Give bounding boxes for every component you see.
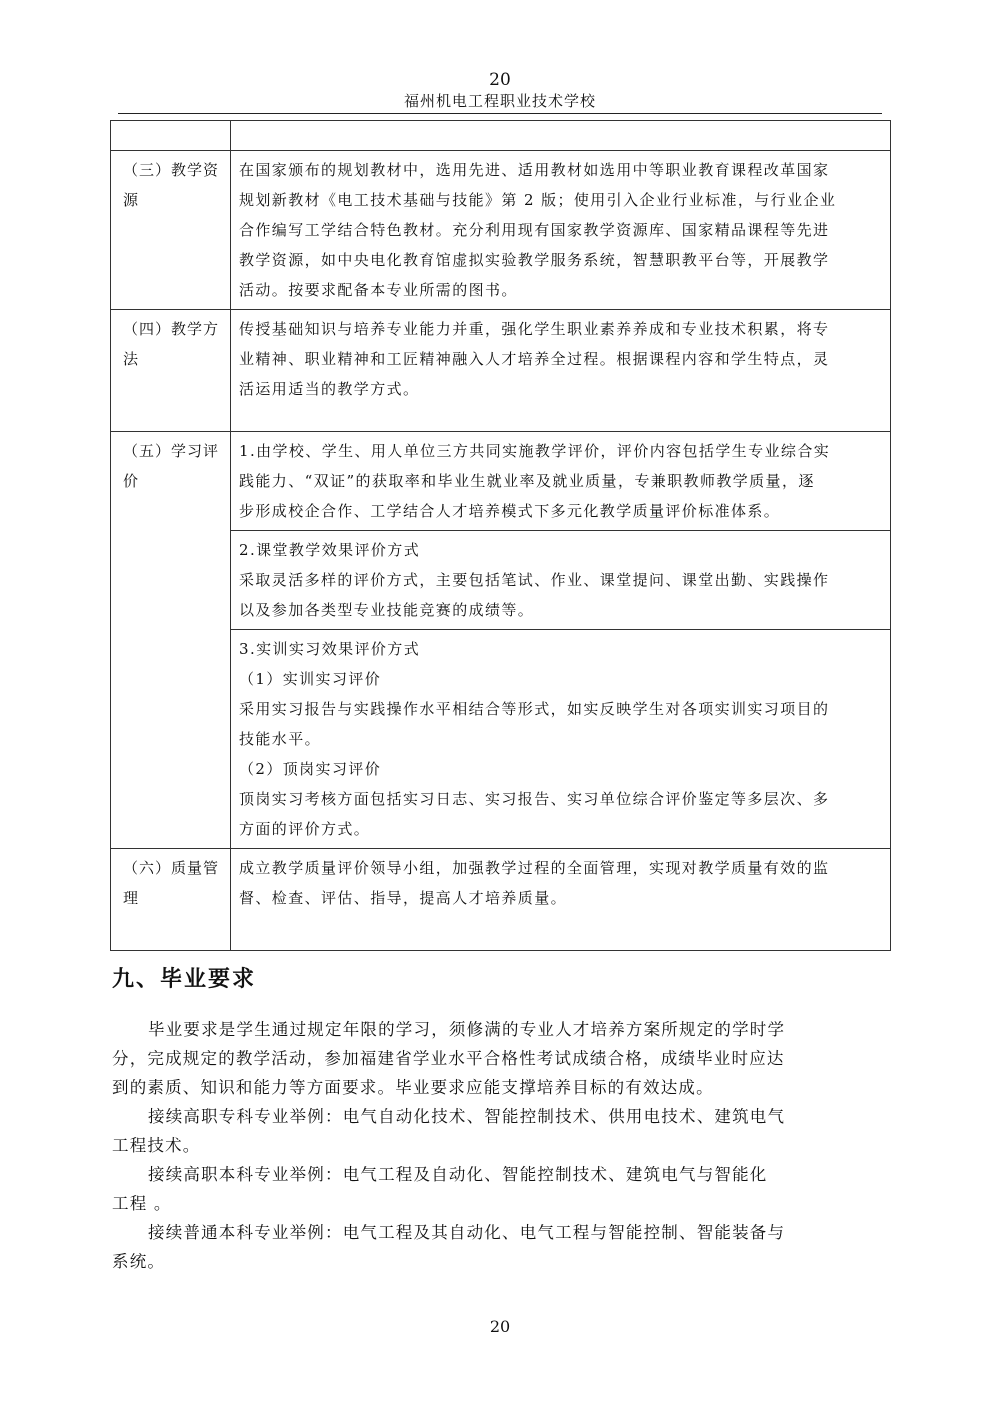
paragraph-general-bachelor: 接续普通本科专业举例：电气工程及其自动化、电气工程与智能控制、智能装备与 系统。 (112, 1223, 786, 1271)
table-row-methods (111, 310, 891, 432)
paragraph-higher-vocational-bachelor: 接续高职本科专业举例：电气工程及自动化、智能控制技术、建筑电气与智能化 工程 。 (112, 1165, 768, 1213)
paragraph-graduation-requirements: 毕业要求是学生通过规定年限的学习，须修满的专业人才培养方案所规定的学时学 分，完成规定的教学活动，参加福建省学业水平合格性考试成绩合格，成绩毕业时应达 到的素质、知识和能力等方面要求。毕业要求应能支撑培养目标的有效达成。 (112, 1020, 786, 1097)
section-body (112, 1015, 887, 1276)
table-row-resources (111, 151, 891, 310)
empty-content-cell (231, 121, 891, 151)
empty-label-cell (111, 121, 231, 151)
methods-content: 传授基础知识与培养专业能力并重，强化学生职业素养养成和专业技术积累，将专 业精神、职业精神和工匠精神融入人才培养全过程。根据课程内容和学生特点，灵 活运用适当的教学方式。 (231, 310, 891, 432)
table-row-evaluation-1 (111, 432, 891, 531)
resources-content: 在国家颁布的规划教材中，选用先进、适用教材如选用中等职业教育课程改革国家 规划新教材《电工技术基础与技能》第 2 版；使用引入企业行业标准，与行业企业 合作编写工学结合特色教材。充分利用现有国家教学资源库、国家精品课程等先进 教学资源，如中央电化教育馆虚拟实验教学服务系统，智慧职教平台等，开展教学 活动。按要求配备本专业所需的图书。 (231, 151, 891, 310)
header-rule (118, 113, 882, 114)
quality-label: （六）质量管 理 (111, 849, 231, 951)
footer-page-number: 20 (489, 1317, 511, 1336)
evaluation-part1: 1.由学校、学生、用人单位三方共同实施教学评价，评价内容包括学生专业综合实 践能力、“双证”的获取率和毕业生就业率及就业质量，专兼职教师教学质量，逐 步形成校企合作、工学结合人才培养模式下多元化教学质量评价标准体系。 (231, 432, 891, 531)
paragraph-higher-vocational-specialty: 接续高职专科专业举例：电气自动化技术、智能控制技术、供用电技术、建筑电气 工程技术。 (112, 1107, 786, 1155)
table-row-continued (111, 121, 891, 151)
header-school-name: 福州机电工程职业技术学校 (403, 92, 596, 110)
section-heading: 九、毕业要求 (112, 967, 257, 992)
methods-label: （四）教学方 法 (111, 310, 231, 432)
teaching-implementation-table (110, 120, 891, 951)
evaluation-part2: 2.课堂教学效果评价方式 采取灵活多样的评价方式，主要包括笔试、作业、课堂提问、课堂出勤、实践操作 以及参加各类型专业技能竞赛的成绩等。 (231, 531, 891, 630)
resources-label: （三）教学资 源 (111, 151, 231, 310)
table-row-quality (111, 849, 891, 951)
evaluation-label: （五）学习评 价 (111, 432, 231, 849)
evaluation-part3: 3.实训实习效果评价方式 （1）实训实习评价 采用实习报告与实践操作水平相结合等形式，如实反映学生对各项实训实习项目的 技能水平。 （2）顶岗实习评价 顶岗实习考核方面包括实习日志、实习报告、实习单位综合评价鉴定等多层次、多 方面的评价方式。 (231, 630, 891, 849)
header-page-number: 20 (489, 70, 511, 90)
quality-content: 成立教学质量评价领导小组，加强教学过程的全面管理，实现对教学质量有效的监 督、检查、评估、指导，提高人才培养质量。 (231, 849, 891, 951)
